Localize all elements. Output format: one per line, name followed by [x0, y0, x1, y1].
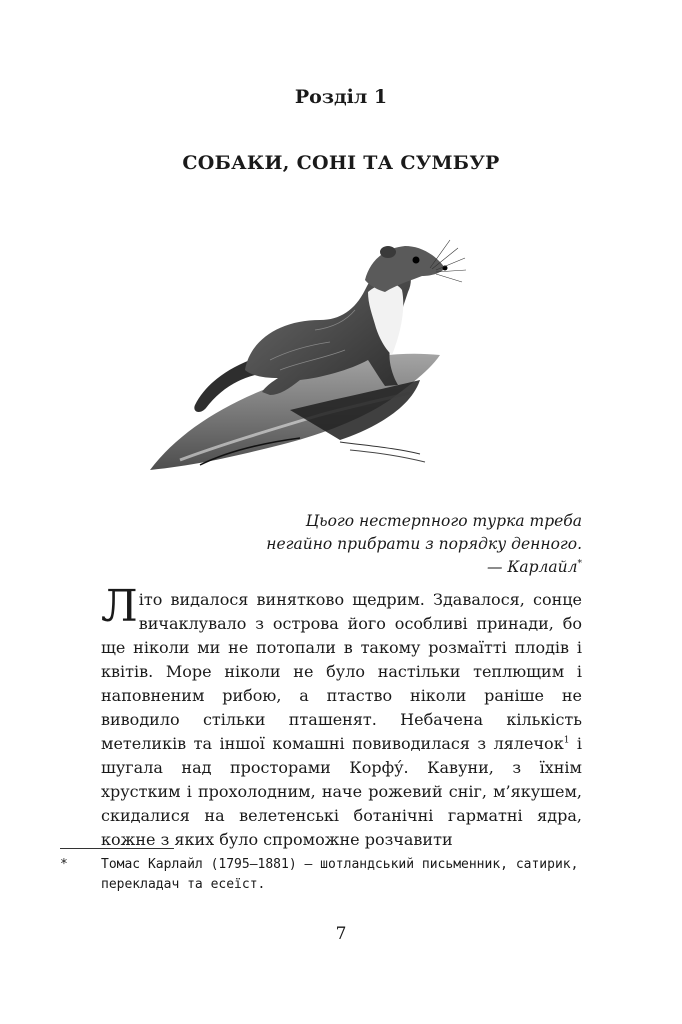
epigraph-author: — Карлайл — [486, 558, 578, 576]
epigraph-line: Цього нестерпного турка треба — [305, 512, 582, 530]
epigraph-line: негайно прибрати з порядку денного. — [266, 535, 582, 553]
page-number: 7 — [335, 924, 347, 944]
chapter-title: СОБАКИ, СОНІ ТА СУМБУР — [182, 152, 500, 174]
footnote — [60, 855, 582, 895]
paragraph — [101, 581, 583, 852]
footnote-mark: * — [60, 857, 68, 872]
footnote-reference: 1 — [563, 735, 570, 746]
body-text — [101, 581, 583, 852]
drop-cap: Л — [101, 581, 138, 632]
footnote-divider — [60, 848, 174, 849]
epigraph-attribution — [162, 556, 582, 579]
chapter-label: Розділ 1 — [294, 86, 388, 108]
weasel-illustration — [140, 210, 470, 480]
paragraph-text: і шугала над просторами Корфу́. Кавуни, з їхнім хрустким і прохолодним, наче рожевий сніг, м’якушем, скидалися на велетенські ботанічні гарматні ядра, кожне з яких було спроможне розчавити — [101, 734, 583, 849]
footnote-text: Томас Карлайл (1795–1881) — шотландський письменник, сатирик, перекладач та есеїст. — [101, 857, 579, 892]
epigraph — [162, 510, 582, 579]
paragraph-text: іто видалося винятково щедрим. Здавалося, сонце вичаклувало з острова його особливі принади, бо ще ніколи ми не потопали в такому розмаїтті плодів і квітів. Море ніколи не було настільки теплющим і наповненим рибою, а птаство ніколи раніше не виводило стільки пташенят. Небачена кількість метеликів та іншої комашні повиводилася з лялечок — [101, 590, 582, 753]
footnote-marker: * — [577, 558, 582, 569]
